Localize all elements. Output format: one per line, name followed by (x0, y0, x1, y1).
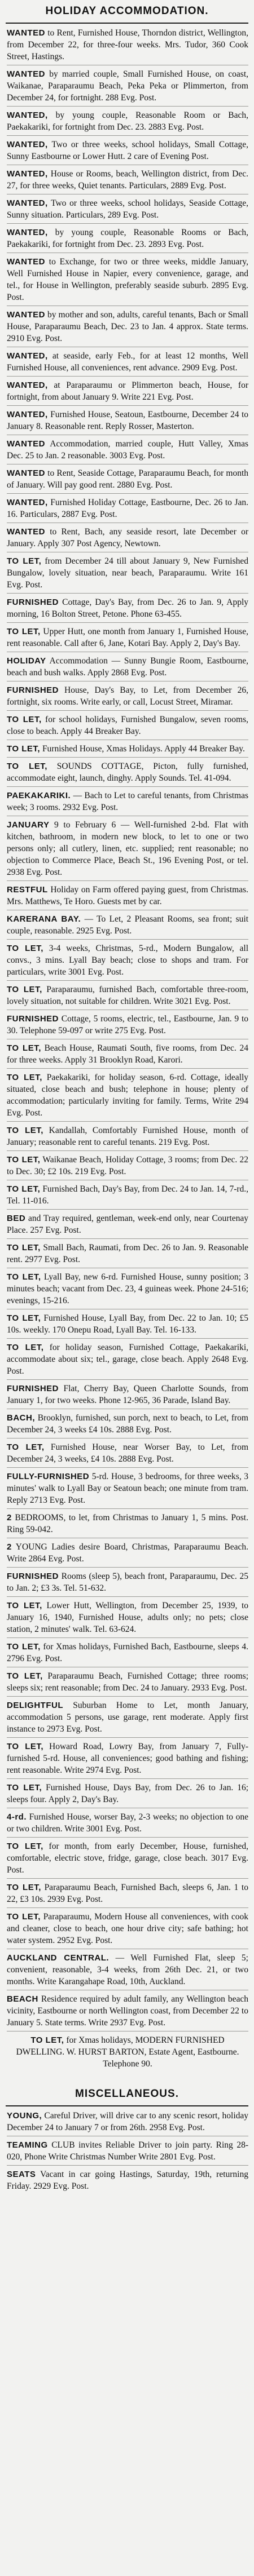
ad-lead-word: WANTED (7, 439, 45, 449)
ad-body-text: from December 24 till about January 9, New Furnished Bungalow, lovely situation, near beach, Paraparaumu. Write 161 Evg. Post. (7, 556, 248, 590)
classified-ad (7, 1441, 248, 1468)
ad-body-text: Furnished House, near Worser Bay, to Let, from December 24, 3 weeks, £4 10s. 2888 Evg. Post. (7, 1442, 249, 1464)
classified-ad (7, 626, 248, 652)
heading-rule (6, 2105, 248, 2106)
classified-ad (7, 790, 248, 816)
ad-body-text: to Exchange, for two or three weeks, middle January, Well Furnished House in Napier, every convenience, garage, and tel., for House in Wellington, preferably seaside suburb. 2895 Evg. Post. (7, 257, 248, 302)
ad-lead-word: TO LET, (7, 1155, 41, 1165)
ad-body-text: for Xmas holidays, Furnished Bach, Eastbourne, sleeps 4. 2796 Evg. Post. (7, 1642, 248, 1663)
classified-ad (7, 1811, 248, 1838)
classified-ad (7, 1541, 248, 1568)
classified-ad (7, 1993, 248, 2031)
ad-lead-word: WANTED, (7, 140, 48, 149)
classified-ad (7, 2139, 248, 2166)
ad-body-text: Two or three weeks, school holidays, Seaside Cottage, Sunny situation. Particulars, 289 Evg. Post. (7, 198, 248, 220)
ad-lead-word: WANTED (7, 527, 45, 537)
classified-ad (7, 1840, 248, 1879)
ad-lead-word: TO LET, (7, 1742, 44, 1751)
ad-body-text: Suburban Home to Let, month January, accommodation 5 persons, use garage, rent moderate. Apply first instance to 2973 Evg. Post. (7, 1701, 249, 1734)
classified-ad (7, 109, 248, 136)
ad-lead-word: TO LET, (7, 1343, 44, 1352)
ad-lead-word: WANTED (7, 468, 45, 478)
ad-body-text: Furnished House, worser Bay, 2-3 weeks; no objection to one or two children. Write 3001 Evg. Post. (7, 1812, 249, 1834)
classified-ad (7, 1312, 248, 1339)
ad-body-text: SOUNDS COTTAGE, Picton, fully furnished, accommodate eight, launch, dinghy. Apply Sounds. Tel. 41-094. (7, 762, 249, 783)
classified-ad (7, 68, 248, 107)
section-heading: HOLIDAY ACCOMMODATION. (45, 5, 209, 17)
ad-body-text: Holiday on Farm offered paying guest, from Christmas. Mrs. Matthews, Te Horo. Guests met by car. (7, 885, 249, 906)
classified-ad (7, 256, 248, 306)
ad-body-text: by young couple, Reasonable Room or Bach, Paekakariki, for fortnight from Dec. 23. 2883 Evg. Post. (7, 110, 249, 132)
ad-lead-word: DELIGHTFUL (7, 1701, 63, 1710)
ad-body-text: CLUB invites Reliable Driver to join party. Ring 28-020, Phone Write Christmas Number Write 2801 Evg. Post. (7, 2140, 248, 2162)
ad-body-text: 5-rd. House, 3 bedrooms, for three weeks, 3 minutes' walk to Lyall Bay or Seatoun beach; one minute from tram. Reply 2713 Evg. Post. (7, 1472, 249, 1505)
classified-ad (7, 1183, 248, 1210)
classified-ad (7, 197, 248, 224)
classified-ad (7, 467, 248, 494)
classified-ad (7, 438, 248, 464)
ad-body-text: Rooms (sleep 5), beach front, Paraparaumu, Dec. 25 to Jan. 2; £3 3s. Tel. 51-632. (7, 1572, 249, 1593)
classified-ad (7, 1741, 248, 1779)
ad-body-text: Lower Hutt, Wellington, from December 25, 1939, to January 16, 1940, Furnished House, adults only; no pets; close station, 2 minutes' walk. Tel. 63-624. (7, 1601, 249, 1634)
ad-body-text: Waikanae Beach, Holiday Cottage, 3 rooms; from Dec. 22 to Dec. 30; £2 10s. 219 Evg. Post. (7, 1155, 248, 1176)
section-heading: MISCELLANEOUS. (75, 2088, 179, 2100)
ad-lead-word: TO LET, (7, 715, 42, 724)
classified-ad (7, 714, 248, 740)
ad-body-text: for month, from early December, House, furnished, comfortable, electric stove, fridge, garage, close beach. 3017 Evg. Post. (7, 1842, 249, 1875)
ad-lead-word: BEACH (7, 1994, 38, 2004)
classified-ad (7, 2034, 248, 2072)
ad-body-text: to Rent, Furnished House, Thorndon district, Wellington, from December 22, for three-four weeks. Mrs. Tudor, 360 Cook Street, Hastings. (7, 28, 248, 61)
classified-ad (7, 1670, 248, 1697)
classified-ad (7, 984, 248, 1010)
classified-ad (7, 139, 248, 165)
classified-ad (7, 1412, 248, 1439)
classified-ad (7, 1512, 248, 1538)
ad-lead-word: JANUARY (7, 820, 50, 830)
classified-section (0, 2075, 254, 2194)
classified-ad (7, 2110, 248, 2136)
ad-lead-word: PAEKAKARIKI. (7, 791, 71, 800)
ad-body-text: Flat, Cherry Bay, Queen Charlotte Sounds, from January 1, for two weeks. Phone 12-965, 36 Parade, Island Bay. (7, 1384, 249, 1405)
ad-lead-word: WANTED (7, 28, 45, 38)
ad-lead-word: TO LET, (7, 1671, 43, 1681)
classified-ad (7, 526, 248, 552)
ad-body-text: Paraparaumu, Modern House all conveniences, with cook and cleaner, close to beach, one hour drive city; safe bathing; hot water system. 2952 Evg. Post. (7, 1912, 249, 1945)
ad-lead-word: TO LET, (7, 1073, 42, 1082)
ad-body-text: Lyall Bay, new 6-rd. Furnished House, sunny position; 3 minutes beach; vacant from Dec. 23, 4 guineas week. Phone 24-516; evenings, 15-216. (7, 1272, 249, 1305)
ad-body-text: at Paraparaumu or Plimmerton beach, House, for fortnight, from about January 9. Write 221 Evg. Post. (7, 380, 248, 402)
ad-body-text: Furnished House, Lyall Bay, from Dec. 22 to Jan. 10; £5 10s. weekly. 170 Onepu Road, Lyall Bay. Tel. 16-133. (7, 1313, 249, 1335)
ad-body-text: Vacant in car going Hastings, Saturday, 19th, returning Friday. 2929 Evg. Post. (7, 2170, 248, 2191)
ad-lead-word: TEAMING (7, 2140, 48, 2150)
ad-lead-word: FURNISHED (7, 1014, 59, 1024)
ad-body-text: Beach House, Raumati South, five rooms, from Dec. 24 for three weeks. Apply 31 Brooklyn Road, Karori. (7, 1043, 248, 1065)
ad-lead-word: 2 (7, 1513, 12, 1522)
classified-ad (7, 1125, 248, 1151)
ad-body-text: Furnished House, Days Bay, from Dec. 26 to Jan. 16; sleeps four. Apply 2, Day's Bay. (7, 1783, 249, 1804)
classified-ad (7, 1342, 248, 1380)
ad-body-text: Paraparaumu Beach, Furnished Cottage; three rooms; sleeps six; rent reasonable; from Dec. 24 to January. 2933 Evg. Post. (7, 1671, 249, 1693)
classified-ad (7, 350, 248, 377)
ad-body-text: Upper Hutt, one month from January 1, Furnished House, rent reasonable. Call after 6, Jane, Kotari Bay. Apply 2, Day's Bay. (7, 627, 249, 648)
ad-body-text: Accommodation — Sunny Bungie Room, Eastbourne, beach and bush walks. Apply 2868 Evg. Post. (7, 656, 248, 678)
classified-ad (7, 596, 248, 623)
ad-body-text: by young couple, Reasonable Rooms or Bach, Paekakariki, for fortnight from Dec. 23. 2893 Evg. Post. (7, 228, 248, 249)
ads-list (0, 27, 254, 2072)
ad-body-text: — To Let, 2 Pleasant Rooms, sea front; suit couple, reasonable. 2925 Evg. Post. (7, 914, 249, 936)
classified-ad (7, 1600, 248, 1638)
ad-body-text: Furnished House, Seatoun, Eastbourne, December 24 to January 8. Reasonable rent. Reply Rosser, Masterton. (7, 410, 249, 431)
ad-lead-word: AUCKLAND CENTRAL. (7, 1953, 110, 1963)
ad-lead-word: KARERANA BAY. (7, 914, 81, 924)
ad-body-text: for school holidays, Furnished Bungalow, seven rooms, close to beach. Apply 44 Breaker Bay. (7, 715, 248, 736)
ad-lead-word: YOUNG, (7, 2111, 42, 2121)
classified-ad (7, 1699, 248, 1738)
ad-body-text: Furnished House, Xmas Holidays. Apply 44 Breaker Bay. (42, 744, 245, 754)
classified-ad (7, 379, 248, 406)
classified-ad (7, 913, 248, 940)
ad-body-text: Residence required by adult family, any Wellington beach vicinity, Eastbourne or north Wellington coast, from December 22 to January 5. State terms. Write 2937 Evg. Post. (7, 1994, 249, 2028)
ad-body-text: Two or three weeks, school holidays, Small Cottage, Sunny Eastbourne or Lower Hutt. 2 care of Evening Post. (7, 140, 248, 161)
ad-body-text: Paekakariki, for holiday season, 6-rd. Cottage, ideally situated, close beach and bush; telephone in house; plenty of accommodation; particularly inviting for family. Terms, Write 294 Evg. Post. (7, 1073, 249, 1118)
ad-lead-word: HOLIDAY (7, 656, 46, 666)
ad-lead-word: TO LET, (7, 1313, 41, 1323)
ad-body-text: Accommodation, married couple, Hutt Valley, Xmas Dec. 25 to Jan. 2 reasonable. 3003 Evg. Post. (7, 439, 248, 461)
ad-body-text: for Xmas holidays, MODERN FURNISHED DWELLING. W. HURST BARTON, Estate Agent, Eastbourne. Telephone 90. (16, 2035, 239, 2069)
classified-ad (7, 27, 248, 65)
classified-ad (7, 1570, 248, 1597)
ad-lead-word: WANTED, (7, 110, 48, 120)
ad-lead-word: SEATS (7, 2170, 36, 2179)
ad-lead-word: BED (7, 1214, 26, 1223)
ad-lead-word: WANTED, (7, 169, 48, 179)
classified-ad (7, 1383, 248, 1409)
ad-body-text: at seaside, early Feb., for at least 12 months, Well Furnished House, all conveniences, rent advance. 2909 Evg. Post. (7, 351, 248, 373)
section-gap (0, 2075, 254, 2083)
ad-lead-word: BACH, (7, 1413, 35, 1423)
ad-body-text: to Rent, Seaside Cottage, Paraparaumu Beach, for month of January. Will pay good rent. 2880 Evg. Post. (7, 468, 249, 490)
ad-lead-word: TO LET, (7, 985, 42, 994)
ad-body-text: House, Day's Bay, to Let, from December 26, fortnight, six rooms. Write early, or call, Locust Street, Miramar. (7, 685, 248, 707)
ad-lead-word: TO LET, (7, 1642, 41, 1652)
ad-lead-word: WANTED, (7, 380, 48, 390)
ad-body-text: Furnished Holiday Cottage, Eastbourne, Dec. 26 to Jan. 16. Particulars, 2887 Evg. Post. (7, 498, 249, 519)
ad-lead-word: TO LET, (7, 1243, 41, 1252)
classified-ad (7, 555, 248, 594)
ad-lead-word: 2 (7, 1542, 12, 1552)
classified-ad (7, 1911, 248, 1949)
ad-lead-word: TO LET, (7, 1043, 41, 1053)
ad-body-text: Kandallah, Comfortably Furnished House, month of January; reasonable rent to careful tenants. 219 Evg. Post. (7, 1126, 248, 1147)
ad-lead-word: TO LET, (7, 1883, 41, 1892)
ad-body-text: for holiday season, Furnished Cottage, Paekakariki, accommodate about six; tel., garage, close beach. Apply 2648 Evg. Post. (7, 1343, 249, 1376)
ad-lead-word: FURNISHED (7, 1572, 59, 1581)
ad-body-text: Small Bach, Raumati, from Dec. 26 to Jan. 9. Reasonable rent. 2977 Evg. Post. (7, 1243, 249, 1264)
ad-lead-word: FURNISHED (7, 597, 59, 607)
ad-lead-word: TO LET, (7, 1842, 43, 1851)
classified-ad (7, 743, 248, 758)
ad-body-text: House or Rooms, beach, Wellington district, from Dec. 27, for three weeks, Quiet tenants. Particulars, 2889 Evg. Post. (7, 169, 249, 191)
ad-lead-word: WANTED, (7, 351, 48, 361)
classified-ad (7, 168, 248, 194)
ad-lead-word: TO LET, (7, 1783, 42, 1792)
ad-lead-word: WANTED, (7, 498, 48, 507)
ad-lead-word: TO LET, (7, 1912, 41, 1922)
ad-body-text: Paraparaumu, furnished Bach, comfortable three-room, lovely situation, not suitable for children. Write 3021 Evg. Post. (7, 985, 248, 1006)
ad-lead-word: FURNISHED (7, 1384, 59, 1393)
classified-ad (7, 1212, 248, 1239)
classified-ad (7, 942, 248, 981)
ad-lead-word: WANTED, (7, 410, 48, 419)
ad-lead-word: TO LET, (7, 1184, 41, 1194)
ad-lead-word: 4-rd. (7, 1812, 27, 1822)
classified-ad (7, 1271, 248, 1309)
ad-lead-word: WANTED, (7, 228, 48, 237)
ad-body-text: — Well Furnished Flat, sleep 5; convenient, reasonable, 3-4 weeks, from 26th Dec. 21, or two months. Write Karangahape Road, 10th, Auckland. (7, 1953, 248, 1986)
classified-ad (7, 1471, 248, 1509)
ad-body-text: Cottage, 5 rooms, electric, tel., Eastbourne, Jan. 9 to 30. Telephone 59-097 or write 275 Evg. Post. (7, 1014, 249, 1035)
classified-ad (7, 2168, 248, 2194)
classified-ad (7, 1641, 248, 1667)
ad-lead-word: TO LET, (7, 1272, 41, 1282)
ad-lead-word: TO LET, (7, 744, 41, 754)
ad-body-text: to Rent, Bach, any seaside resort, late December or January. Apply 307 Post Agency, Newtown. (7, 527, 248, 548)
ad-lead-word: FULLY-FURNISHED (7, 1472, 90, 1481)
ads-list (0, 2110, 254, 2194)
classified-ad (7, 497, 248, 523)
ad-lead-word: WANTED (7, 310, 45, 320)
classified-ad (7, 655, 248, 681)
ad-body-text: Howard Road, Lowry Bay, from January 7, Fully-furnished 5-rd. House, all conveniences; good bathing and fishing; rent reasonable. Write 2974 Evg. Post. (7, 1742, 248, 1775)
ad-body-text: — Bach to Let to careful tenants, from Christmas week; 3 rooms. 2932 Evg. Post. (7, 791, 249, 812)
classified-ad (7, 1042, 248, 1069)
ad-lead-word: WANTED (7, 257, 45, 267)
ad-lead-word: TO LET, (7, 1601, 42, 1610)
ad-lead-word: WANTED (7, 69, 45, 79)
ad-lead-word: TO LET, (7, 944, 43, 953)
heading-rule (6, 23, 248, 24)
ad-body-text: Paraparaumu Beach, Furnished Bach, sleeps 6, Jan. 1 to 22, £3 10s. 2939 Evg. Post. (7, 1883, 248, 1904)
classified-ad (7, 409, 248, 435)
classified-ad (7, 1072, 248, 1122)
classified-ad (7, 684, 248, 711)
classified-ad (7, 884, 248, 910)
ad-lead-word: WANTED, (7, 198, 48, 208)
classified-ad (7, 1242, 248, 1268)
ad-lead-word: FURNISHED (7, 685, 59, 695)
ad-body-text: 3-4 weeks, Christmas, 5-rd., Modern Bungalow, all convs., 3 mins. Lyall Bay beach; close to shops and tram. For particulars, write 3001 Evg. Post. (7, 944, 249, 977)
ad-lead-word: TO LET, (7, 1126, 43, 1135)
classified-ad (7, 1154, 248, 1180)
ad-body-text: 9 to February 6 — Well-furnished 2-bd. Flat with kitchen, bathroom, in modern new block, to let to one or two persons only; all cutlery, linen, etc. supplied; rent reasonable; no objection to Commerce Place, Beach St., 196 Evening Post, or tel. 2938 Evg. Post. (7, 820, 248, 877)
ad-body-text: and Tray required, gentleman, week-end only, near Courtenay Place. 257 Evg. Post. (7, 1214, 249, 1235)
ad-body-text: Brooklyn, furnished, sun porch, next to beach, to Let, from December 24, 3 weeks £4 10s. 2888 Evg. Post. (7, 1413, 248, 1435)
ad-lead-word: TO LET, (7, 762, 47, 771)
classified-ad (7, 1882, 248, 1908)
ad-body-text: by married couple, Small Furnished House, on coast, Waikanae, Paraparaumu Beach, Peka Peka or Plimmerton, from December 24, for fortnight. 288 Evg. Post. (7, 69, 248, 103)
ad-lead-word: TO LET, (7, 556, 42, 566)
ad-lead-word: TO LET, (7, 627, 41, 636)
ad-body-text: Careful Driver, will drive car to any scenic resort, holiday December 24 to January 7 or from 26th. 2958 Evg. Post. (7, 2111, 249, 2132)
classified-ad (7, 1013, 248, 1039)
ad-lead-word: RESTFUL (7, 885, 48, 895)
ad-lead-word: TO LET, (7, 1442, 45, 1452)
classified-ad (7, 1952, 248, 1990)
classified-ad (7, 760, 248, 787)
classified-ad (7, 309, 248, 347)
ad-body-text: BEDROOMS, to let, from Christmas to January 1, 5 mins. Post. Ring 59-042. (7, 1513, 248, 1534)
classified-ad (7, 227, 248, 253)
ad-body-text: YOUNG Ladies desire Board, Christmas, Paraparaumu Beach. Write 2864 Evg. Post. (7, 1542, 248, 1564)
ad-body-text: Furnished Bach, Day's Bay, from Dec. 24 to Jan. 14, 7-rd., Tel. 11-016. (7, 1184, 249, 1206)
ad-body-text: by mother and son, adults, careful tenants, Bach or Small House, Paraparaumu Beach, Dec. 23 to Jan. 4 approx. State terms. 2910 Evg. Post. (7, 310, 249, 343)
classified-ad (7, 1782, 248, 1808)
ad-body-text: Cottage, Day's Bay, from Dec. 26 to Jan. 9, Apply morning, 16 Bolton Street, Petone. Phone 63-455. (7, 597, 249, 619)
ad-lead-word: TO LET, (30, 2035, 64, 2045)
classified-ad (7, 819, 248, 881)
